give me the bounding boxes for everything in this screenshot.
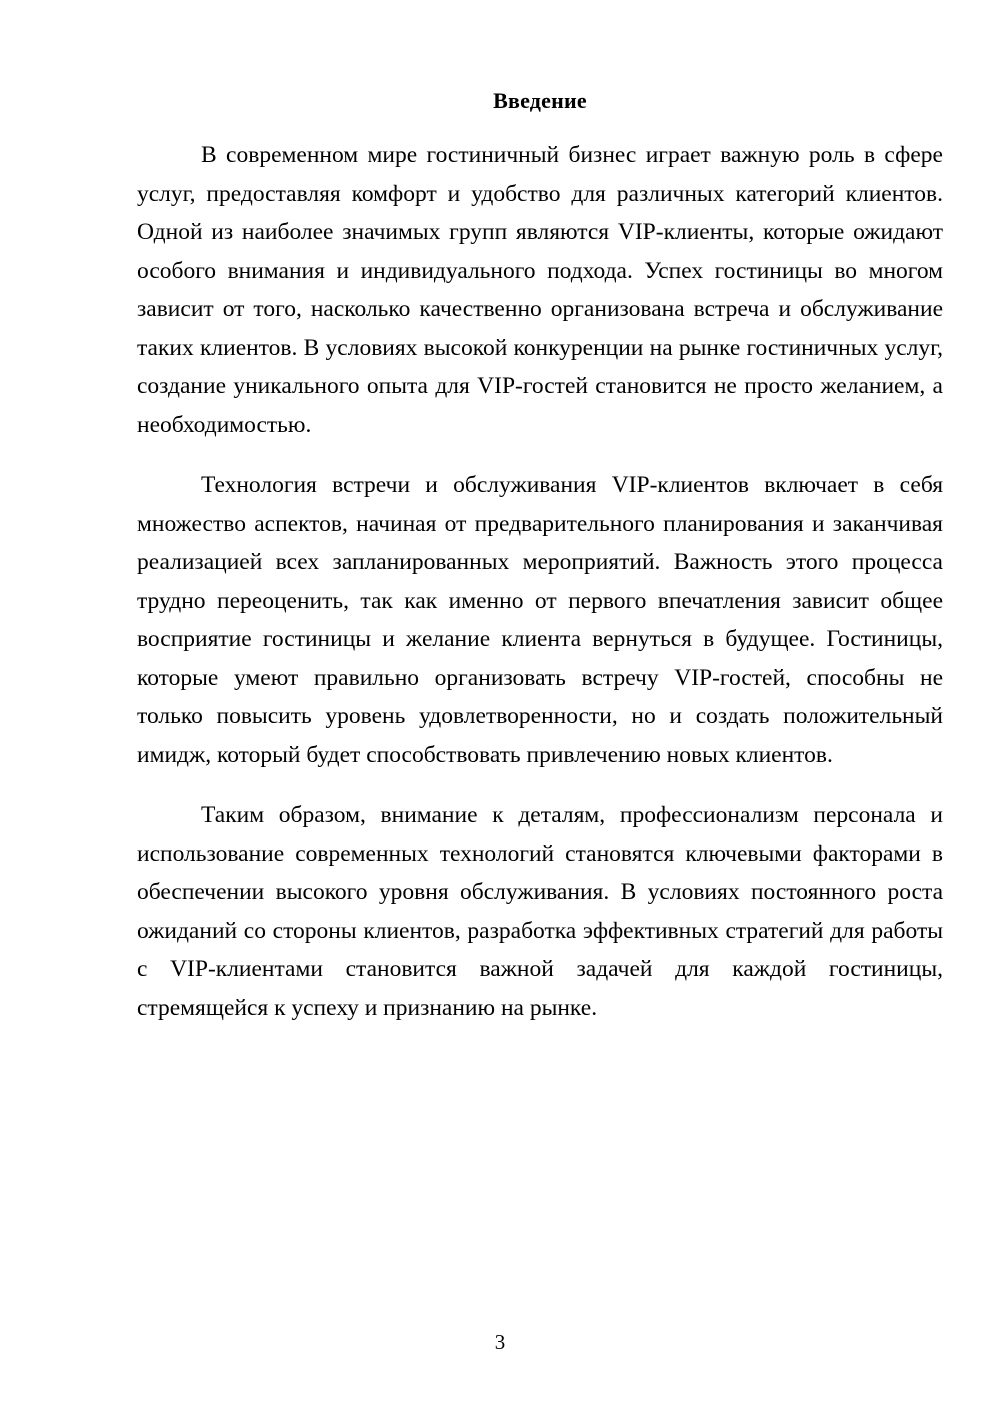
paragraph-3: Таким образом, внимание к деталям, профессионализм персонала и использование современных технологий становятся ключевыми факторами в обеспечении высокого уровня обслуживания. В условиях постоянного роста ожиданий со стороны клиентов, разработка эффективных стратегий для работы с VIP-клиентами становится важной задачей для каждой гостиницы, стремящейся к успеху и признанию на рынке.: [137, 802, 943, 1021]
page-title: Введение: [493, 88, 587, 113]
paragraph-1: В современном мире гостиничный бизнес играет важную роль в сфере услуг, предоставляя комфорт и удобство для различных категорий клиентов. Одной из наиболее значимых групп являются VIP-клиенты, которые ожидают особого внимания и индивидуального подхода. Успех гостиницы во многом зависит от того, насколько качественно организована встреча и обслуживание таких клиентов. В условиях высокой конкуренции на рынке гостиничных услуг, создание уникального опыта для VIP-гостей становится не просто желанием, а необходимостью.: [137, 142, 943, 438]
page-content: [137, 88, 943, 1027]
paragraph-2: Технология встречи и обслуживания VIP-клиентов включает в себя множество аспектов, начиная от предварительного планирования и заканчивая реализацией всех запланированных мероприятий. Важность этого процесса трудно переоценить, так как именно от первого впечатления зависит общее восприятие гостиницы и желание клиента вернуться в будущее. Гостиницы, которые умеют правильно организовать встречу VIP-гостей, способны не только повысить уровень удовлетворенности, но и создать положительный имидж, который будет способствовать привлечению новых клиентов.: [137, 472, 943, 768]
page-number: 3: [494, 1330, 506, 1354]
